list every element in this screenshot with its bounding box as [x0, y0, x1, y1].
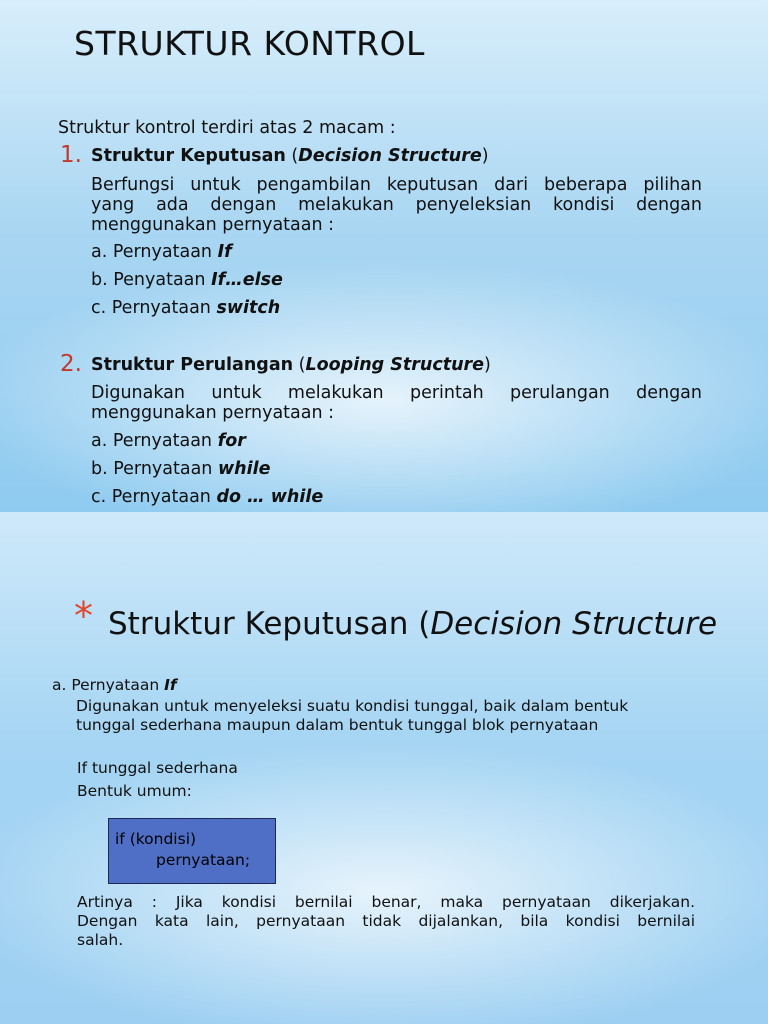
section-2-item-a-keyword: for — [217, 431, 246, 451]
section-1-item — [91, 242, 232, 262]
code-box — [108, 818, 276, 884]
section-1-item-b-prefix: b. Penyataan — [91, 270, 212, 290]
section-2-item-b-prefix: b. Pernyataan — [91, 459, 218, 479]
meaning-line-2: Dengan kata lain, pernyataan tidak dijalankan, bila kondisi bernilai — [77, 912, 695, 930]
section-1-item-c-prefix: c. Pernyataan — [91, 298, 217, 318]
slide-2-title-main: Struktur Keputusan ( — [108, 606, 431, 642]
code-line-2: pernyataan; — [156, 851, 251, 869]
section-2-item-c-prefix: c. Pernyataan — [91, 487, 217, 507]
if-desc-line-2: tunggal sederhana maupun dalam bentuk tunggal blok pernyataan — [76, 716, 599, 734]
slide-title: STRUKTUR KONTROL — [74, 24, 425, 63]
section-2-heading-en: Looping Structure — [305, 355, 485, 375]
section-1-heading-text: Struktur Keputusan — [91, 146, 286, 166]
section-2-item — [91, 431, 246, 451]
meaning-text — [77, 893, 695, 950]
section-1-item-c-keyword: switch — [216, 298, 281, 318]
section-2-paren-open: ( — [293, 355, 306, 375]
code-line-1: if (kondisi) — [115, 830, 197, 848]
section-2-desc-line-2: menggunakan pernyataan : — [91, 403, 335, 423]
section-2-heading — [91, 355, 491, 375]
section-1-desc-line-1: Berfungsi untuk pengambilan keputusan dari beberapa pilihan — [91, 175, 702, 195]
general-form-label: Bentuk umum: — [77, 782, 192, 800]
section-2-item-a-prefix: a. Pernyataan — [91, 431, 218, 451]
section-1-item-a-keyword: If — [217, 242, 232, 262]
if-simple-label: If tunggal sederhana — [77, 759, 238, 777]
meaning-line-3: salah. — [77, 931, 124, 949]
section-1-item-b-keyword: If…else — [211, 270, 283, 290]
section-1-number: 1. — [60, 142, 82, 168]
meaning-line-1: Artinya : Jika kondisi bernilai benar, maka pernyataan dikerjakan. — [77, 893, 695, 911]
section-2-paren-close: ) — [484, 355, 491, 375]
if-desc-line-1: Digunakan untuk menyeleksi suatu kondisi tunggal, baik dalam bentuk — [76, 697, 629, 715]
section-2-number: 2. — [60, 351, 82, 377]
section-1-item — [91, 270, 283, 290]
intro-text: Struktur kontrol terdiri atas 2 macam : — [58, 118, 396, 138]
section-2-item — [91, 459, 270, 479]
section-1-heading — [91, 146, 489, 166]
slide-2-title-en: Decision Structure — [430, 606, 718, 642]
if-description — [76, 697, 696, 735]
section-2-item-b-keyword: while — [217, 459, 271, 479]
section-1-desc-line-3: menggunakan pernyataan : — [91, 215, 335, 235]
section-1-description — [91, 175, 702, 235]
section-1-desc-line-2: yang ada dengan melakukan penyeleksian kondisi dengan — [91, 195, 702, 215]
section-1-heading-en: Decision Structure — [298, 146, 482, 166]
section-2-heading-text: Struktur Perulangan — [91, 355, 294, 375]
section-1-paren-close: ) — [481, 146, 489, 166]
bullet-star-icon: * — [74, 594, 93, 638]
section-1-item-a-prefix: a. Pernyataan — [91, 242, 218, 262]
slide-2 — [0, 512, 768, 1024]
section-1-item — [91, 298, 280, 318]
slide-2-title — [108, 606, 717, 642]
subheading-keyword: If — [164, 676, 177, 694]
section-1-paren-open: ( — [285, 146, 299, 166]
subheading-prefix: a. Pernyataan — [52, 676, 165, 694]
subheading-if — [52, 676, 177, 695]
section-2-description — [91, 383, 702, 423]
section-2-desc-line-1: Digunakan untuk melakukan perintah perulangan dengan — [91, 383, 702, 403]
section-2-item — [91, 487, 323, 507]
section-2-item-c-keyword: do … while — [216, 487, 324, 507]
